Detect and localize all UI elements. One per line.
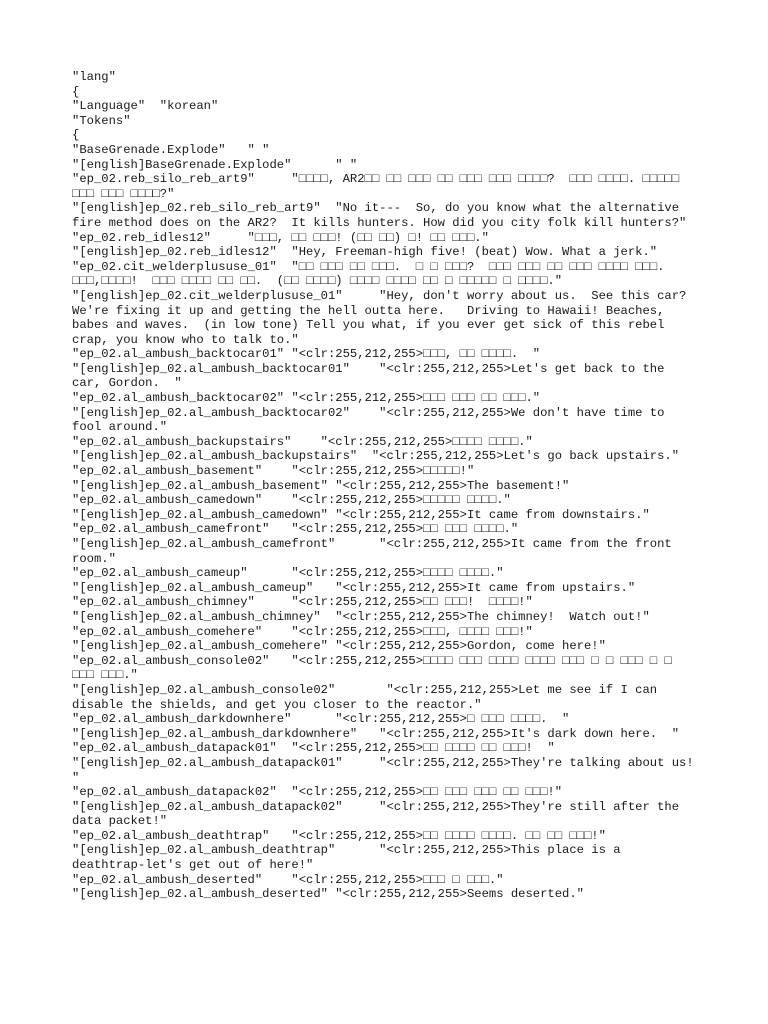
document-line: "[english]ep_02.al_ambush_datapack02" "<clr:255,212,255>They're still after the data packet!"	[72, 799, 687, 829]
document-line: {	[72, 84, 80, 99]
document-line: "[english]ep_02.al_ambush_darkdownhere" "<clr:255,212,255>It's dark down here. "	[72, 726, 680, 741]
document-line: "[english]ep_02.reb_idles12" "Hey, Freeman-high five! (beat) Wow. What a jerk."	[72, 245, 658, 260]
document-line: "ep_02.al_ambush_backupstairs" "<clr:255,212,255>□□□□ □□□□."	[72, 434, 533, 449]
document-line: "[english]ep_02.al_ambush_camefront" "<clr:255,212,255>It came from the front room."	[72, 537, 680, 566]
document-line: "ep_02.al_ambush_chimney" "<clr:255,212,255>□□ □□□! □□□□!"	[72, 595, 533, 610]
document-line: "ep_02.al_ambush_datapack01" "<clr:255,212,255>□□ □□□□ □□ □□□! "	[72, 741, 555, 756]
document-line: "ep_02.al_ambush_comehere" "<clr:255,212,255>□□□, □□□□ □□□!"	[72, 624, 533, 639]
document-line: "ep_02.al_ambush_darkdownhere" "<clr:255,212,255>□ □□□ □□□□. "	[72, 712, 570, 727]
document-line: "[english]ep_02.al_ambush_cameup" "<clr:255,212,255>It came from upstairs."	[72, 580, 636, 595]
document-line: "Tokens"	[72, 113, 131, 128]
document-line: "[english]ep_02.al_ambush_camedown" "<clr:255,212,255>It came from downstairs."	[72, 507, 650, 522]
document-line: "[english]ep_02.cit_welderplususe_01" "Hey, don't worry about us. See this car? We're fixing it up and getting the hell outta here. Driving to Hawaii! Beaches, babes and waves. (in low tone) Tell you what, if you ever get sick of this rebel crap, you know who to talk to."	[72, 288, 701, 347]
document-line: "ep_02.reb_idles12" "□□□, □□ □□□! (□□ □□) □! □□ □□□."	[72, 230, 489, 245]
document-line: "[english]ep_02.al_ambush_chimney" "<clr:255,212,255>The chimney! Watch out!"	[72, 609, 650, 624]
document-line: "[english]ep_02.al_ambush_backtocar02" "<clr:255,212,255>We don't have time to fool around."	[72, 405, 672, 435]
document-line: "BaseGrenade.Explode" " "	[72, 142, 270, 157]
document-line: "Language" "korean"	[72, 99, 219, 114]
document-line: "lang"	[72, 70, 116, 84]
document-line: "ep_02.al_ambush_deathtrap" "<clr:255,212,255>□□ □□□□ □□□□. □□ □□ □□□!"	[72, 828, 606, 843]
document-line: "ep_02.al_ambush_datapack02" "<clr:255,212,255>□□ □□□ □□□ □□ □□□!"	[72, 785, 563, 800]
document-line: "[english]ep_02.al_ambush_backupstairs" "<clr:255,212,255>Let's go back upstairs."	[72, 449, 680, 464]
document-line: "ep_02.reb_silo_reb_art9" "□□□□, AR2□□ □□ □□□ □□ □□□ □□□ □□□□? □□□ □□□□. □□□□□ □□□ □□□ □□□□?"	[72, 172, 687, 201]
document-line: "[english]ep_02.al_ambush_backtocar01" "<clr:255,212,255>Let's get back to the car, Gordon. "	[72, 361, 672, 391]
document-page	[72, 70, 709, 902]
document-line: "[english]ep_02.al_ambush_deserted" "<clr:255,212,255>Seems deserted."	[72, 887, 584, 902]
document-line: "ep_02.al_ambush_deserted" "<clr:255,212,255>□□□ □ □□□."	[72, 872, 504, 887]
document-line: "[english]ep_02.al_ambush_basement" "<clr:255,212,255>The basement!"	[72, 478, 570, 493]
document-line: "ep_02.al_ambush_backtocar01" "<clr:255,212,255>□□□, □□ □□□□. "	[72, 347, 541, 362]
document-line: {	[72, 128, 80, 143]
document-line: "[english]ep_02.al_ambush_console02" "<clr:255,212,255>Let me see if I can disable the shields, and get you closer to the reactor."	[72, 682, 665, 712]
document-line: "ep_02.al_ambush_backtocar02" "<clr:255,212,255>□□□ □□□ □□ □□□."	[72, 391, 541, 406]
document-line: "ep_02.al_ambush_camedown" "<clr:255,212,255>□□□□□ □□□□."	[72, 493, 511, 508]
document-line: "ep_02.cit_welderplususe_01" "□□ □□□ □□ □□□. □ □ □□□? □□□ □□□ □□ □□□ □□□□ □□□. □□□,□□□□! □□□ □□□□ □□ □□. (□□ □□□□) □□□□ □□□□ □□ □ □□□□□ □ □□□□."	[72, 259, 672, 289]
document-line: "ep_02.al_ambush_cameup" "<clr:255,212,255>□□□□ □□□□."	[72, 566, 504, 581]
document-line: "[english]BaseGrenade.Explode" " "	[72, 157, 358, 172]
document-line: "[english]ep_02.al_ambush_comehere" "<clr:255,212,255>Gordon, come here!"	[72, 639, 606, 654]
document-line: "ep_02.al_ambush_basement" "<clr:255,212,255>□□□□□!"	[72, 464, 475, 479]
document-line: "[english]ep_02.reb_silo_reb_art9" "No it--- So, do you know what the alternative fire method does on the AR2? It kills hunters. How did you city folk kill hunters?"	[72, 201, 687, 230]
document-line: "[english]ep_02.al_ambush_deathtrap" "<clr:255,212,255>This place is a deathtrap-let's get out of here!"	[72, 843, 628, 873]
document-line: "[english]ep_02.al_ambush_datapack01" "<clr:255,212,255>They're talking about us! "	[72, 755, 709, 785]
document-line: "ep_02.al_ambush_camefront" "<clr:255,212,255>□□ □□□ □□□□."	[72, 522, 519, 537]
document-line: "ep_02.al_ambush_console02" "<clr:255,212,255>□□□□ □□□ □□□□ □□□□ □□□ □ □ □□□ □ □ □□□ □□□."	[72, 653, 680, 683]
